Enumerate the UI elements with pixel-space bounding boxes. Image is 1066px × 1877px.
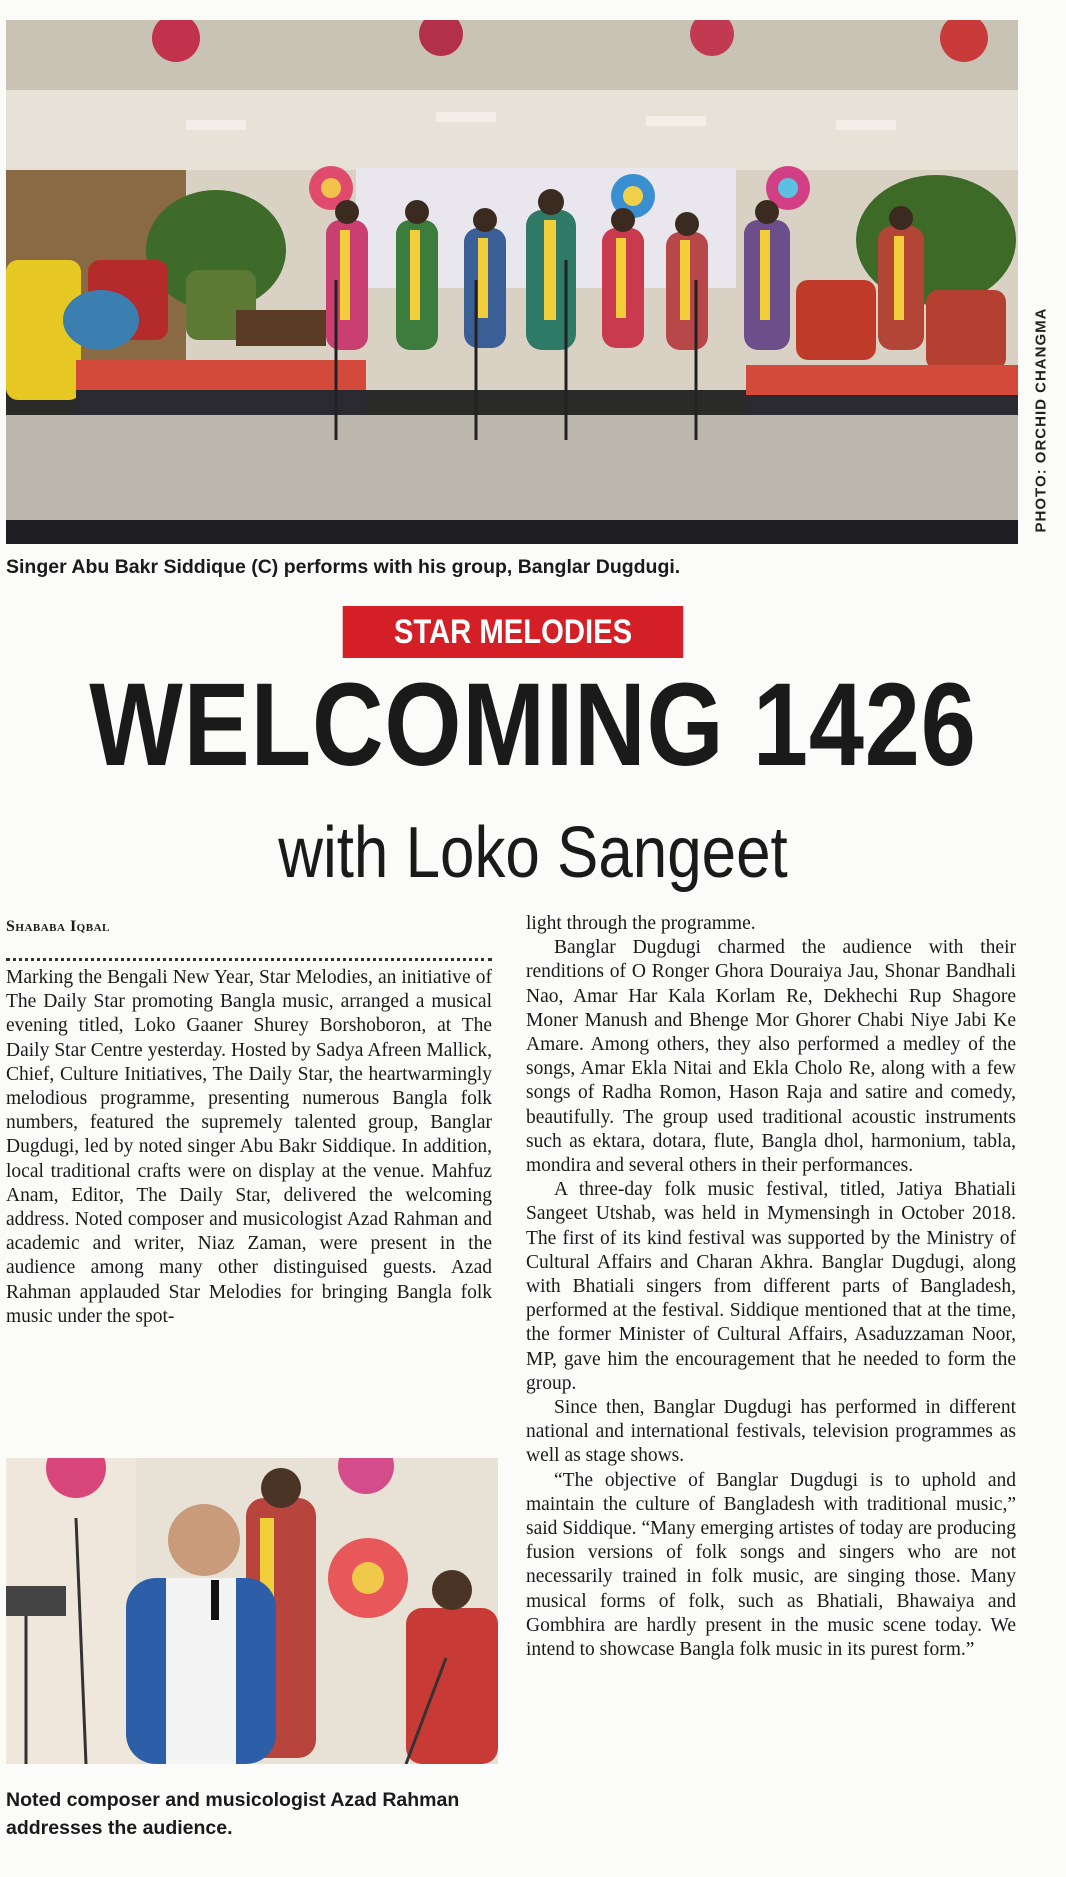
byline-divider: [6, 958, 492, 961]
photo-credit: [1024, 290, 1058, 550]
paragraph: Since then, Banglar Dugdugi has performed in different national and international festivals, television programmes as well as stage shows.: [526, 1397, 1016, 1467]
photo-caption: Singer Abu Bakr Siddique (C) performs with his group, Banglar Dugdugi.: [6, 556, 681, 578]
photo-credit-text: PHOTO: ORCHID CHANGMA: [1032, 307, 1050, 533]
byline: Shababa Iqbal: [6, 918, 110, 935]
headline: WELCOMING 1426: [89, 659, 977, 791]
stage-photo-illustration: [6, 20, 1018, 544]
paragraph: “The objective of Banglar Dugdugi is to uphold and maintain the culture of Bangladesh with traditional music,” said Siddique. “Many emerging artistes of today are producing fusion versions of folk songs and singers who are not necessarily trained in folk music, are singing those. Many musical forms of folk, such as Bhatiali, Bhawaiya and Gombhira are hardly present in the music scene today. We intend to showcase Bangla folk music in its purest form.”: [526, 1469, 1016, 1661]
paragraph: Marking the Bengali New Year, Star Melodies, an initiative of The Daily Star promoting Bangla music, arranged a musical evening titled, Loko Gaaner Shurey Borshoboron, at The Daily Star Centre yesterday. Hosted by Sadya Afreen Mallick, Chief, Culture Initiatives, The Daily Star, the heartwarmingly melodious programme, presenting numerous Bangla folk numbers, featured the supremely talented group, Banglar Dugdugi, led by noted singer Abu Bakr Siddique. In addition, local traditional crafts were on display at the venue. Mahfuz Anam, Editor, The Daily Star, delivered the welcoming address. Noted composer and musicologist Azad Rahman and academic and writer, Niaz Zaman, were present in the audience among many other distinguised guests. Azad Rahman applauded Star Melodies for bringing Bangla folk music under the spot-: [6, 967, 492, 1327]
speaker-photo: [6, 1458, 498, 1764]
article-column-left: [6, 966, 492, 1329]
speaker-photo-illustration: [6, 1458, 498, 1764]
paragraph: light through the programme.: [526, 913, 756, 934]
paragraph: Banglar Dugdugi charmed the audience with their renditions of O Ronger Ghora Douraiya Jau, Shonar Bandhali Nao, Amar Har Kala Korlam Re, Dekhechi Rup Shagore Moner Manush and Bhenge Mor Ghorer Chabi Niye Jabi Ke Amare. Among others, they also performed a medley of the songs, Amar Ekla Nitai and Ekla Cholo Re, along with a few songs of Radha Romon, Hason Raja and satire and comedy, beautifully. The group used traditional acoustic instruments such as ektara, dotara, flute, Bangla dhol, harmonium, tabla, mondira and several others in their performances.: [526, 937, 1016, 1177]
article-column-right: [526, 912, 1016, 1662]
section-kicker: STAR MELODIES: [343, 606, 684, 658]
subheadline: with Loko Sangeet: [278, 813, 788, 893]
speaker-photo-caption: Noted composer and musicologist Azad Rahman addresses the audience.: [6, 1789, 460, 1839]
paragraph: A three-day folk music festival, titled, Jatiya Bhatiali Sangeet Utshab, was held in Mymensingh in October 2018. The first of its kind festival was supported by the Ministry of Cultural Affairs and Charan Akhra. Banglar Dugdugi, along with Bhatiali singers from different parts of Bangladesh, performed at the festival. Siddique mentioned that at the time, the former Minister of Cultural Affairs, Asaduzzaman Noor, MP, gave him the encouragement that he needed to form the group.: [526, 1179, 1016, 1394]
stage-performance-photo: [6, 20, 1018, 544]
